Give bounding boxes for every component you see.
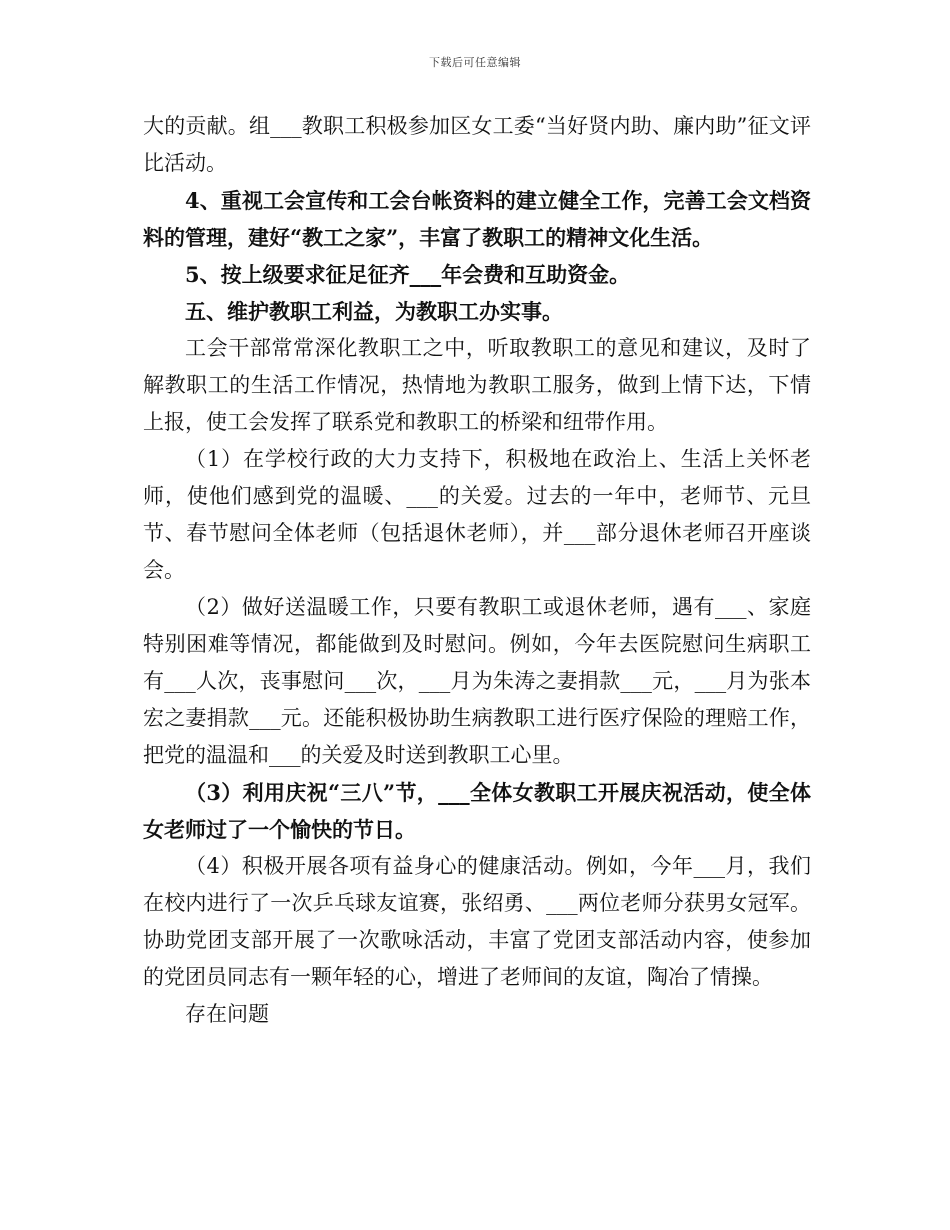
paragraph-sub-1: （1）在学校行政的大力支持下，积极地在政治上、生活上关怀老师，使他们感到党的温暖、___的关爱。过去的一年中，老师节、元旦节、春节慰问全体老师（包括退休老师），并___部分退休老师召开座谈会。 bbox=[143, 447, 811, 582]
paragraph-sub-4: （4）积极开展各项有益身心的健康活动。例如，今年___月，我们在校内进行了一次乒乓球友谊赛，张绍勇、___两位老师分获男女冠军。协助党团支部开展了一次歌咏活动，丰富了党团支部活动内容，使参加的党团员同志有一颗年轻的心，增进了老师间的友谊，陶冶了情操。 bbox=[143, 854, 811, 989]
paragraph-sub-2: （2）做好送温暖工作，只要有教职工或退休老师，遇有___、家庭特别困难等情况，都能做到及时慰问。例如，今年去医院慰问生病职工有___人次，丧事慰问___次，___月为朱涛之妻捐款___元，___月为张本宏之妻捐款___元。还能积极协助生病教职工进行医疗保险的理赔工作，把党的温温和___的关爱及时送到教职工心里。 bbox=[143, 595, 811, 767]
paragraph-contribution: 大的贡献。组___教职工积极参加区女工委“当好贤内助、廉内助”征文评比活动。 bbox=[143, 114, 811, 175]
section-heading-problems: 存在问题 bbox=[185, 1002, 269, 1026]
section-heading-5: 五、维护教职工利益，为教职工办实事。 bbox=[185, 299, 563, 324]
paragraph-item-5: 5、按上级要求征足征齐___年会费和互助资金。 bbox=[185, 262, 631, 287]
paragraph-sub-3: （3）利用庆祝“三八”节，___全体女教职工开展庆祝活动，使全体女老师过了一个愉快的节日。 bbox=[143, 780, 811, 842]
document-body bbox=[143, 108, 811, 1033]
page-header: 下载后可任意编辑 bbox=[429, 56, 521, 69]
paragraph-item-4: 4、重视工会宣传和工会台帐资料的建立健全工作，完善工会文档资料的管理，建好“教工之家”，丰富了教职工的精神文化生活。 bbox=[143, 188, 811, 250]
paragraph-intro: 工会干部常常深化教职工之中，听取教职工的意见和建议，及时了解教职工的生活工作情况，热情地为教职工服务，做到上情下达，下情上报，使工会发挥了联系党和教职工的桥梁和纽带作用。 bbox=[143, 336, 811, 434]
